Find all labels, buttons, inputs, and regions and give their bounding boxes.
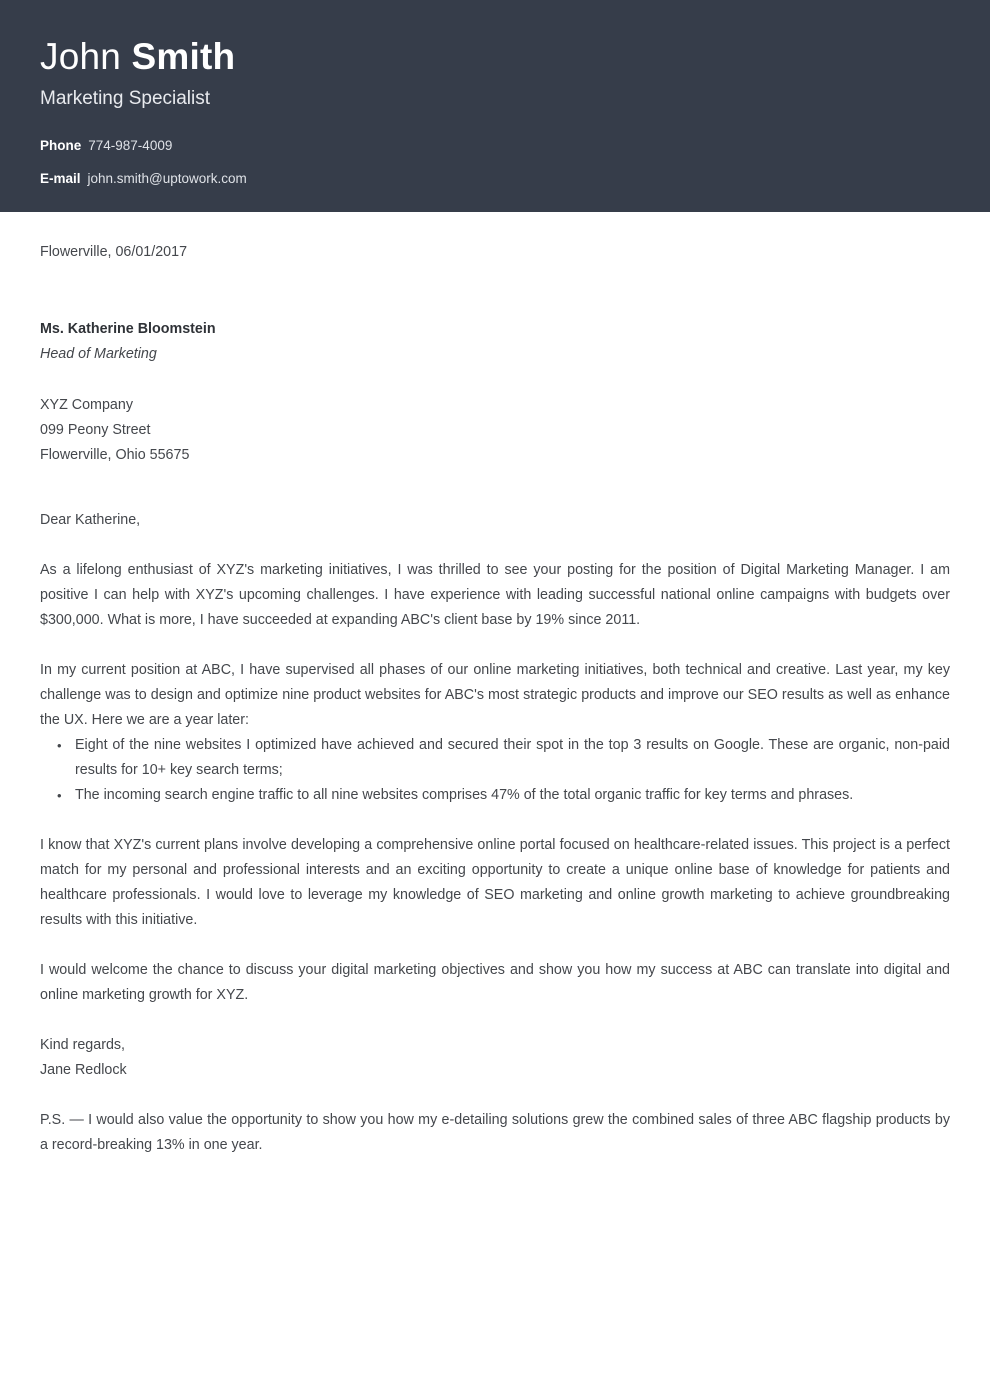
contact-row-email (40, 169, 950, 189)
body-paragraph-4: I would welcome the chance to discuss your digital marketing objectives and show you how my success at ABC can translate into digital and online marketing growth for XYZ. (40, 962, 950, 1003)
applicant-name (40, 34, 950, 80)
letter-header (0, 0, 990, 212)
contact-value-phone[interactable]: 774-987-4009 (88, 138, 173, 153)
list-item: • The incoming search engine traffic to all nine websites comprises 47% of the total organic traffic for key terms and phrases. (65, 783, 950, 808)
recipient-name: Ms. Katherine Bloomstein (40, 321, 216, 337)
body-paragraph-3: I know that XYZ's current plans involve developing a comprehensive online portal focused on healthcare-related issues. This project is a perfect match for my personal and professional interests and an exciting opportunity to create a unique online base of knowledge for patients and healthcare professionals. I would love to leverage my knowledge of SEO marketing and online growth marketing to achieve groundbreaking results with this initiative. (40, 837, 950, 928)
signoff-block (40, 1033, 950, 1083)
recipient-address (40, 393, 950, 468)
contact-value-email[interactable]: john.smith@uptowork.com (87, 171, 247, 186)
applicant-last-name: Smith (131, 36, 236, 77)
contact-row-phone (40, 136, 950, 156)
address-line-company: XYZ Company (40, 397, 133, 413)
signoff-signature-name: Jane Redlock (40, 1062, 127, 1078)
salutation: Dear Katherine, (40, 512, 141, 528)
letter-body (0, 240, 990, 1158)
recipient-block (40, 317, 950, 367)
achievements-list (40, 733, 950, 808)
signoff-closing: Kind regards, (40, 1037, 126, 1053)
recipient-role: Head of Marketing (40, 346, 157, 362)
address-line-city: Flowerville, Ohio 55675 (40, 447, 190, 463)
body-paragraph-1: As a lifelong enthusiast of XYZ's marketing initiatives, I was thrilled to see your posting for the position of Digital Marketing Manager. I am positive I can help with XYZ's upcoming challenges. I have experience with leading successful national online campaigns with budgets over $300,000. What is more, I have succeeded at expanding ABC's client base by 19% since 2011. (40, 562, 950, 628)
applicant-job-title: Marketing Specialist (40, 88, 211, 109)
applicant-first-name: John (40, 36, 122, 77)
address-line-street: 099 Peony Street (40, 422, 151, 438)
date-line: Flowerville, 06/01/2017 (40, 244, 188, 260)
contact-label-email: E-mail (40, 171, 81, 186)
body-paragraph-2: In my current position at ABC, I have supervised all phases of our online marketing initiatives, both technical and creative. Last year, my key challenge was to design and optimize nine product websites for ABC's most strategic products and improve our SEO results as well as enhance the UX. Here we are a year later: (40, 662, 950, 728)
postscript: P.S. — I would also value the opportunity to show you how my e-detailing solutions grew the combined sales of three ABC flagship products by a record-breaking 13% in one year. (40, 1112, 950, 1153)
contact-label-phone: Phone (40, 138, 82, 153)
list-item: • Eight of the nine websites I optimized have achieved and secured their spot in the top 3 results on Google. These are organic, non-paid results for 10+ key search terms; (65, 733, 950, 783)
